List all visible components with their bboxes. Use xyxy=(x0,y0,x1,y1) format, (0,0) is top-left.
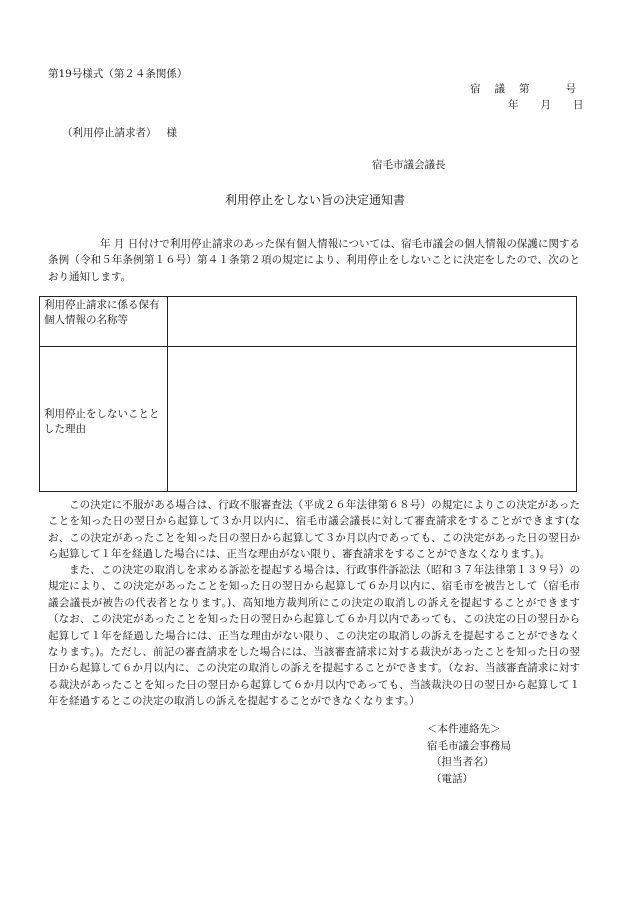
appeal-notice: この決定に不服がある場合は、行政不服審査法（平成２６年法律第６８号）の規定によりこの決定があったことを知った日の翌日から起算して３か月以内に、宿毛市議会議長に対して審査請求をすることができます(なお、この決定があったことを知った日の翌日から起算して３か月以内であっても、この決定があった日の翌日から起算して１年を経過した場合には、正当な理由がない限り、審査請求をすることができなくなります。)。 xyxy=(48,499,580,561)
intro-paragraph: 年 月 日付けで利用停止請求のあった保有個人情報については、宿毛市議会の個人情報の保護に関する条例（令和５年条例第１６号）第４１条第２項の規定により、利用停止をしないことに決定をしたので、次のとおり通知します。 xyxy=(48,238,580,283)
contact-phone: （電話） xyxy=(431,772,473,785)
doc-number-prefix-1: 宿 xyxy=(470,83,483,95)
addressee xyxy=(62,125,177,140)
contact-person: （担当者名） xyxy=(431,756,494,769)
date-month: 月 xyxy=(540,99,553,111)
date-year: 年 xyxy=(508,99,521,111)
document-title: 利用停止をしない旨の決定通知書 xyxy=(224,193,405,207)
form-number: 第19号様式（第２４条関係） xyxy=(48,68,188,80)
doc-number-prefix-2: 議 xyxy=(494,83,507,95)
sender: 宿毛市議会議長 xyxy=(372,159,446,171)
lawsuit-notice: また、この決定の取消しを求める訴訟を提起する場合は、行政事件訴訟法（昭和３７年法律第１３９号）の規定により、この決定があったことを知った日の翌日から起算して６か月以内に、宿毛市を被告として（宿毛市議会議長が被告の代表者となります。)、高知地方裁判所にこの決定の取消しの訴えを提起することができます（なお、この決定があったことを知った日の翌日から起算して６か月以内であっても、この決定の日の翌日から起算して１年を経過した場合には、正当な理由がない限り、この決定の取消しの訴えを提起することができなくなります。)。ただし、前記の審査請求をした場合には、当該審査請求に対する裁決があったことを知った日の翌日から起算して６か月以内に、この決定の取消しの訴えを提起することができます。（なお、当該審査請求に対する裁決があったことを知った日の翌日から起算して６か月以内であっても、当該裁決の日の翌日から起算して１年を経過するとこの決定の取消しの訴えを提起することができなくなります。） xyxy=(48,564,580,708)
contact-office: 宿毛市議会事務局 xyxy=(427,739,511,752)
contact-heading: ＜本件連絡先＞ xyxy=(427,723,501,735)
document-date xyxy=(508,97,586,112)
document-number xyxy=(470,81,578,96)
table-column-divider xyxy=(167,297,168,491)
table-label-info-name: 利用停止請求に係る保有個人情報の名称等 xyxy=(44,299,160,326)
contact-block xyxy=(427,721,511,787)
date-day: 日 xyxy=(573,99,586,111)
doc-number-prefix-3: 第 xyxy=(519,83,532,95)
addressee-honorific: 様 xyxy=(166,127,177,139)
addressee-label: （利用停止請求者） xyxy=(62,127,157,139)
table-label-reason: 利用停止をしないこととした理由 xyxy=(44,408,160,435)
doc-number-suffix: 号 xyxy=(565,83,578,95)
info-table xyxy=(39,296,577,492)
